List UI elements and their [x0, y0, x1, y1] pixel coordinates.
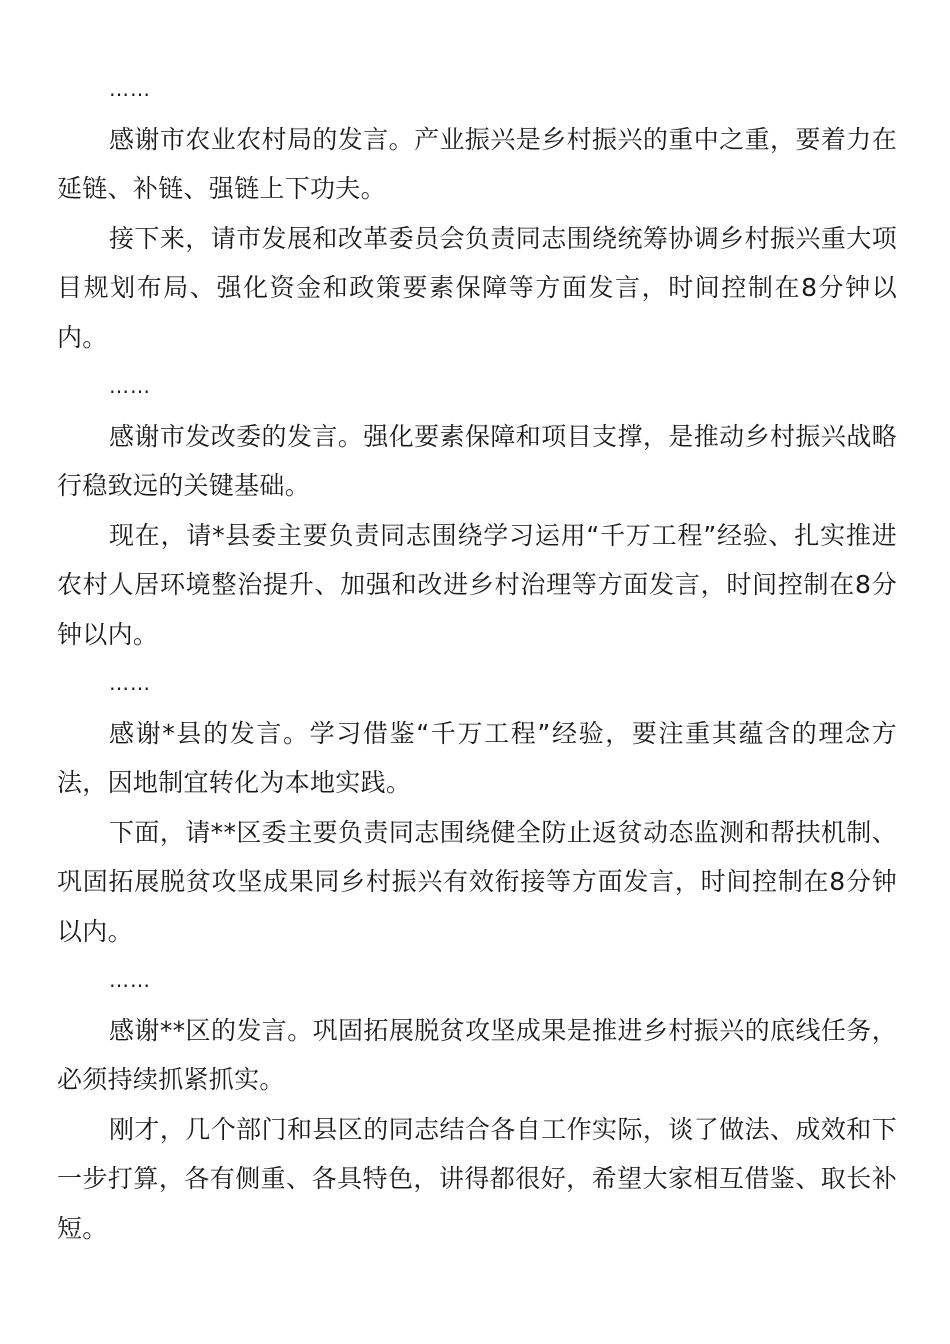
paragraph-invite-development-commission: 接下来，请市发展和改革委员会负责同志围绕统筹协调乡村振兴重大项目规划布局、强化资金和政策要素保障等方面发言，时间控制在8分钟以内。 — [57, 223, 897, 352]
paragraph-summary: 刚才，几个部门和县区的同志结合各自工作实际，谈了做法、成效和下一步打算，各有侧重、各具特色，讲得都很好，希望大家相互借鉴、取长补短。 — [57, 1114, 897, 1243]
paragraph-thanks-county: 感谢*县的发言。学习借鉴“千万工程”经验，要注重其蕴含的理念方法，因地制宜转化为本地实践。 — [57, 718, 897, 797]
paragraph-invite-district: 下面，请**区委主要负责同志围绕健全防止返贫动态监测和帮扶机制、巩固拓展脱贫攻坚成果同乡村振兴有效衔接等方面发言，时间控制在8分钟以内。 — [57, 817, 897, 946]
paragraph-invite-county: 现在，请*县委主要负责同志围绕学习运用“千万工程”经验、扎实推进农村人居环境整治提升、加强和改进乡村治理等方面发言，时间控制在8分钟以内。 — [57, 520, 897, 649]
document-body — [57, 65, 897, 1253]
ellipsis-marker: …… — [109, 968, 151, 992]
paragraph-thanks-agriculture: 感谢市农业农村局的发言。产业振兴是乡村振兴的重中之重，要着力在延链、补链、强链上下功夫。 — [57, 124, 897, 203]
paragraph-thanks-district: 感谢**区的发言。巩固拓展脱贫攻坚成果是推进乡村振兴的底线任务，必须持续抓紧抓实。 — [57, 1015, 897, 1094]
ellipsis-marker: …… — [109, 77, 151, 101]
ellipsis-marker: …… — [109, 374, 151, 398]
paragraph-thanks-development-commission: 感谢市发改委的发言。强化要素保障和项目支撑，是推动乡村振兴战略行稳致远的关键基础。 — [57, 421, 897, 500]
ellipsis-marker: …… — [109, 671, 151, 695]
